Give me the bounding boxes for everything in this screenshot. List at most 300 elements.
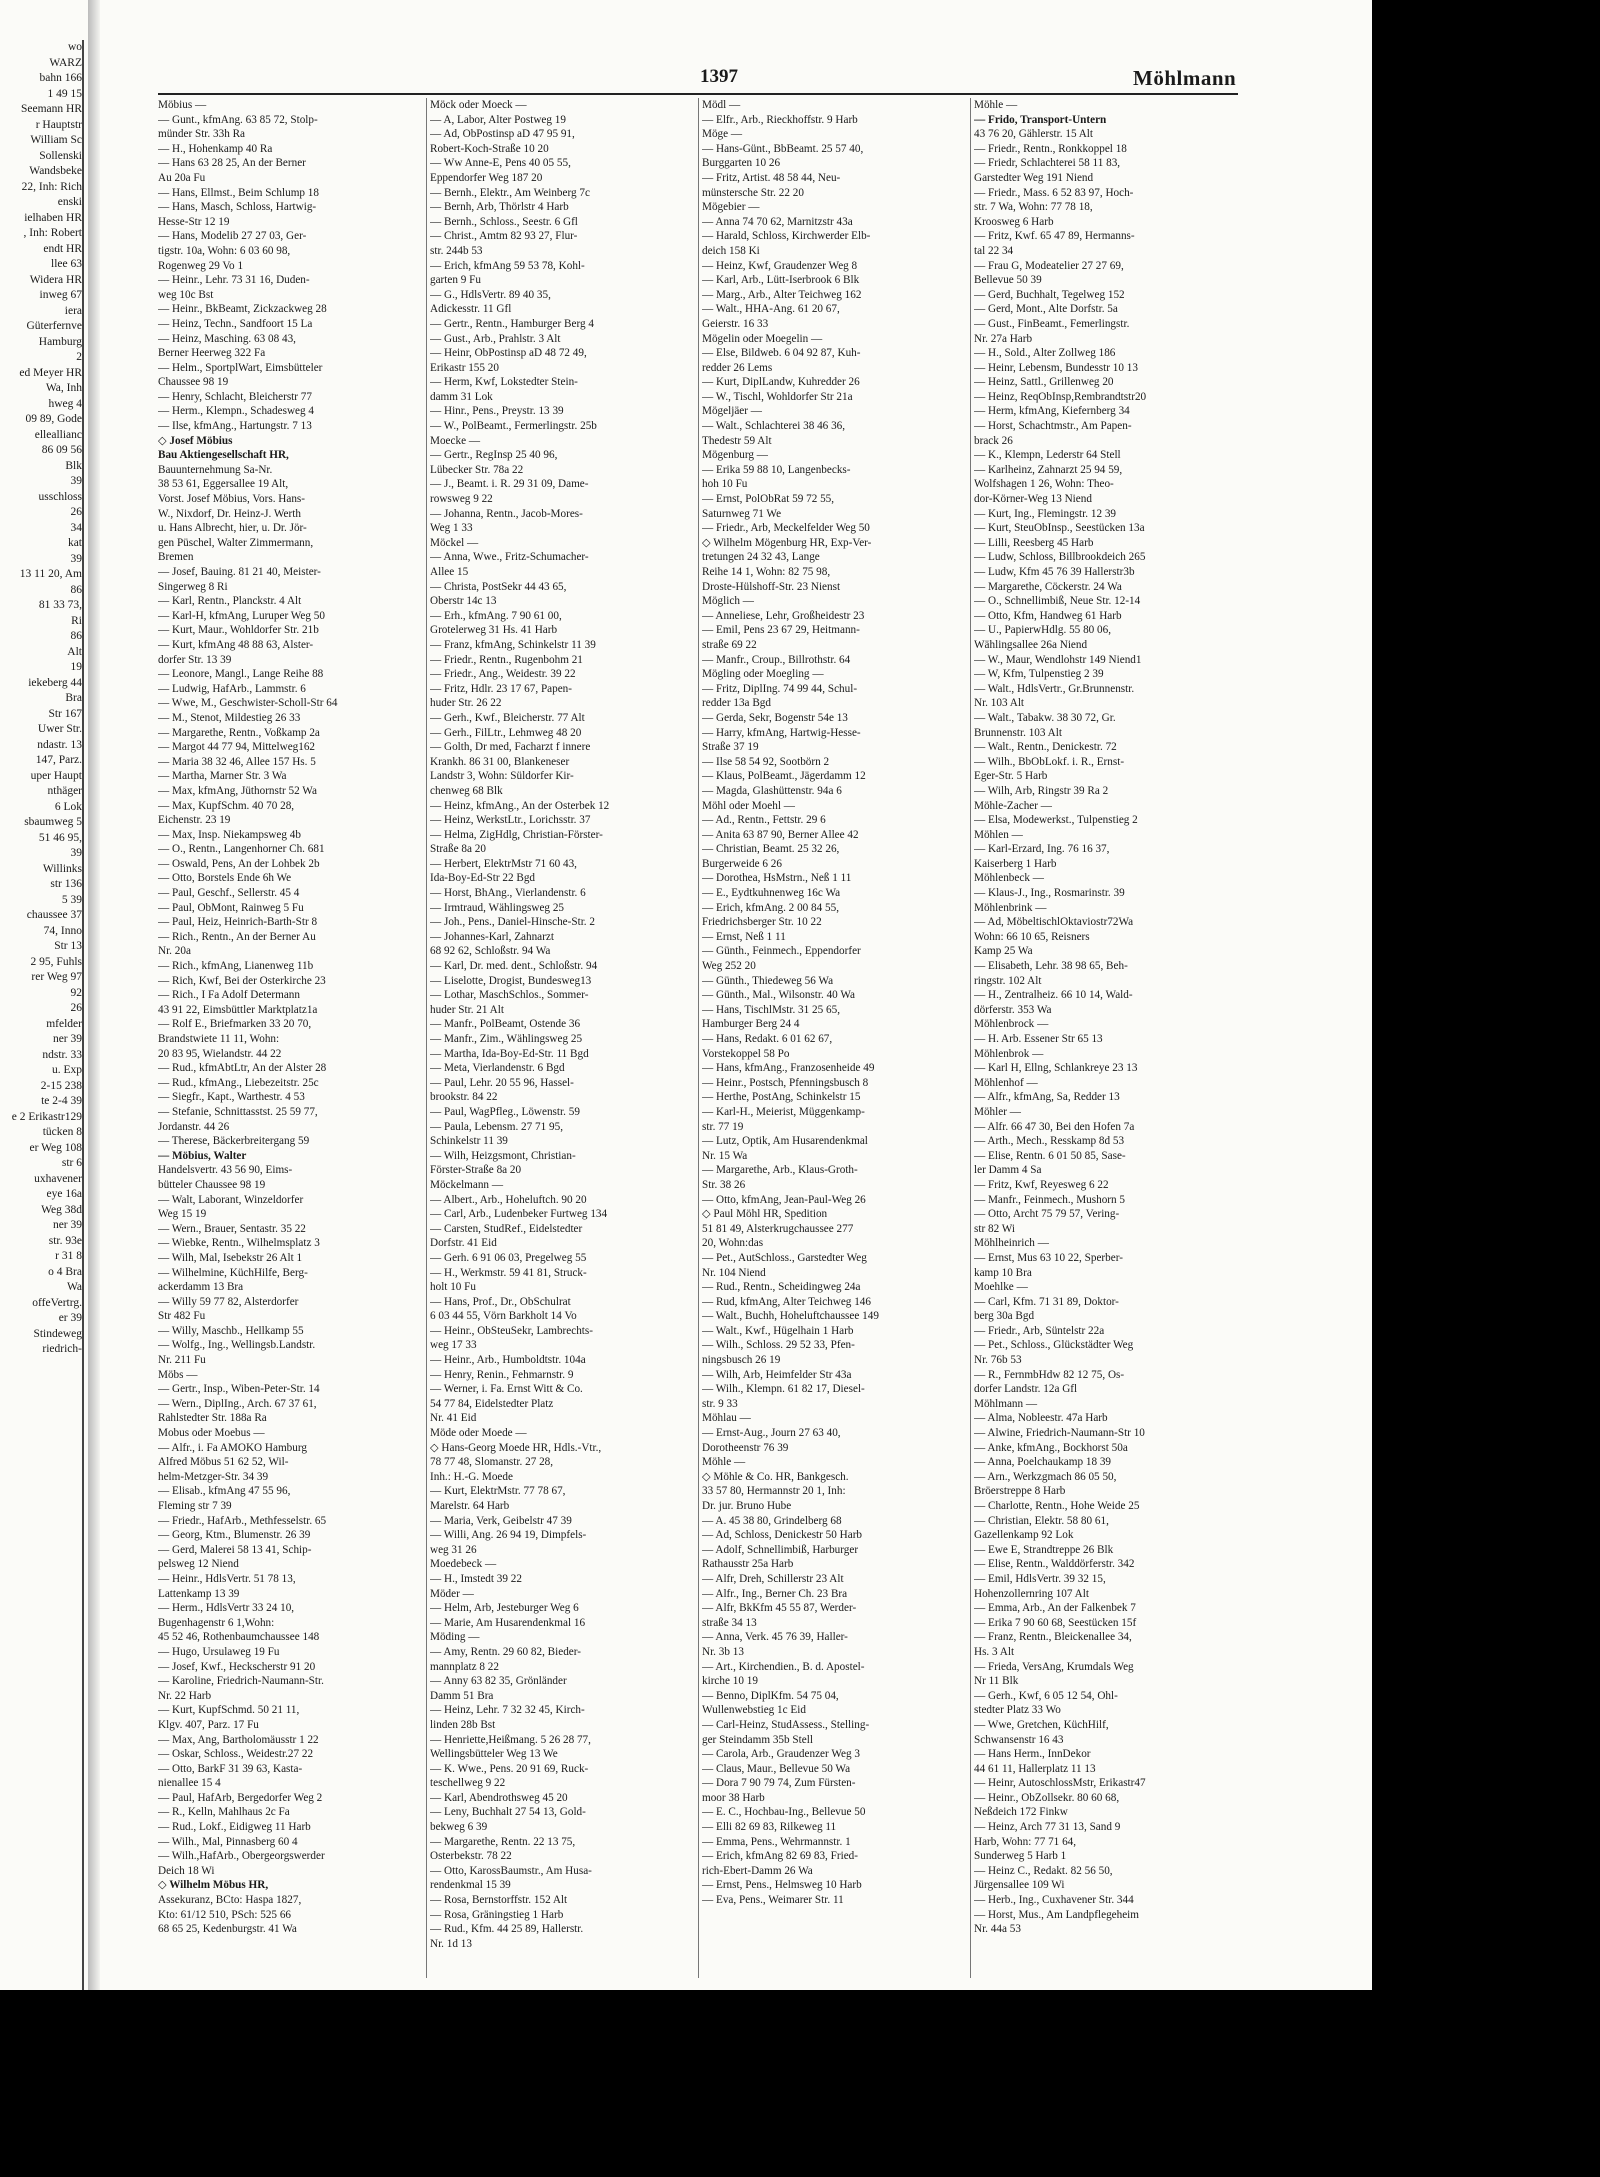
directory-line: — Frieda, VersAng, Krumdals Weg xyxy=(974,1660,1134,1673)
directory-line: — H., Imstedt 39 22 xyxy=(430,1572,522,1585)
directory-line: — Ad, Schloss, Denickestr 50 Harb xyxy=(702,1529,863,1542)
directory-line: weg 17 33 xyxy=(430,1339,477,1352)
column-divider xyxy=(426,98,427,1978)
directory-line: — Rud., kfmAng., Liebezeitstr. 25c xyxy=(158,1076,319,1089)
directory-line: — Ad, ObPostinsp aD 47 95 91, xyxy=(430,128,575,141)
directory-line: — H., Sold., Alter Zollweg 186 xyxy=(974,347,1116,360)
directory-line: rich-Ebert-Damm 26 Wa xyxy=(702,1864,813,1877)
directory-line: — Heinr, ObPostinsp aD 48 72 49, xyxy=(430,347,587,360)
directory-line: Lattenkamp 13 39 xyxy=(158,1587,240,1600)
directory-line: Möbs — xyxy=(158,1368,198,1381)
directory-line: — Paul, HafArb, Bergedorfer Weg 2 xyxy=(158,1791,323,1804)
directory-line: — Otto, kfmAng, Jean-Paul-Weg 26 xyxy=(702,1193,866,1206)
directory-line: — Hugo, Ursulaweg 19 Fu xyxy=(158,1645,280,1658)
directory-line: Jordanstr. 44 26 xyxy=(158,1120,230,1133)
directory-line: — Herb., Ing., Cuxhavener Str. 344 xyxy=(974,1894,1134,1907)
directory-line: bekweg 6 39 xyxy=(430,1821,488,1834)
directory-line: — Elisab., kfmAng 47 55 96, xyxy=(158,1485,291,1498)
directory-line: Bugenhagenstr 6 1,Wohn: xyxy=(158,1616,275,1629)
directory-line: Garstedter Weg 191 Niend xyxy=(974,171,1094,184)
directory-line: dor-Körner-Weg 13 Niend xyxy=(974,493,1092,506)
directory-line: — Herm., HdlsVertr 33 24 10, xyxy=(158,1602,295,1615)
directory-line: — Rud., Lokf., Eidigweg 11 Harb xyxy=(158,1821,311,1834)
directory-line: — Kurt, kfmAng 48 88 63, Alster- xyxy=(158,638,314,651)
directory-line: — Friedr., Ang., Weidestr. 39 22 xyxy=(430,668,576,681)
directory-line: — Paul, ObMont, Rainweg 5 Fu xyxy=(158,901,304,914)
directory-line: — Gerd, Buchhalt, Tegelweg 152 xyxy=(974,288,1125,301)
directory-line: — Joh., Pens., Daniel-Hinsche-Str. 2 xyxy=(430,916,595,929)
directory-line: Schinkelstr 11 39 xyxy=(430,1135,508,1148)
directory-line: — Paul, Geschf., Sellerstr. 45 4 xyxy=(158,887,300,900)
directory-line: — Rich., kfmAng, Lianenweg 11b xyxy=(158,960,314,973)
previous-page-fragment: iekeberg 44 xyxy=(28,676,82,689)
directory-line: — Rolf E., Briefmarken 33 20 70, xyxy=(158,1018,312,1031)
directory-line: Nr. 15 Wa xyxy=(702,1149,748,1162)
directory-line: — Heinr., Lehr. 73 31 16, Duden- xyxy=(158,274,310,287)
directory-line: Lübecker Str. 78a 22 xyxy=(430,463,524,476)
previous-page-fragment: o 4 Bra xyxy=(48,1265,82,1278)
previous-page-fragment: nthäger xyxy=(47,785,82,797)
directory-line: — Dorothea, HsMstrn., Neß 1 11 xyxy=(702,872,852,885)
directory-line: Adickesstr. 11 Gfl xyxy=(430,303,512,316)
directory-line: — M., Stenot, Mildestieg 26 33 xyxy=(158,711,301,724)
directory-line: — Friedr., Rentn., Rugenbohm 21 xyxy=(430,653,583,666)
directory-line: Hs. 3 Alt xyxy=(974,1645,1015,1658)
directory-line: — Gertr., Rentn., Hamburger Berg 4 xyxy=(430,317,594,330)
previous-page-fragment: rer Weg 97 xyxy=(31,971,82,983)
directory-line: Str 482 Fu xyxy=(158,1310,206,1323)
directory-line: — Fritz, Kwf. 65 47 89, Hermanns- xyxy=(974,230,1135,243)
directory-line: Nr. 104 Niend xyxy=(702,1266,766,1279)
directory-line: — Wilh., Mal, Pinnasberg 60 4 xyxy=(158,1835,298,1848)
directory-line: hoh 10 Fu xyxy=(702,478,748,491)
directory-line: — Christa, PostSekr 44 43 65, xyxy=(430,580,567,593)
directory-line: — Anna, Wwe., Fritz-Schumacher- xyxy=(430,551,589,564)
directory-line: — Heinz, Lehr. 7 32 32 45, Kirch- xyxy=(430,1704,585,1717)
directory-line: 54 77 84, Eidelstedter Platz xyxy=(430,1397,554,1410)
previous-page-fragment: 2 95, Fuhls xyxy=(30,955,82,968)
directory-line: — Walt., Rentn., Denickestr. 72 xyxy=(974,741,1117,754)
directory-line: — Walt, Laborant, Winzeldorfer xyxy=(158,1193,304,1206)
column-divider xyxy=(698,98,699,1978)
directory-line: — Friedr., HafArb., Methfesselstr. 65 xyxy=(158,1514,327,1527)
directory-line: Nr. 76b 53 xyxy=(974,1354,1022,1367)
directory-line: — W., PolBeamt., Fermerlingstr. 25b xyxy=(430,420,597,433)
directory-line: — Ww Anne-E, Pens 40 05 55, xyxy=(430,157,571,170)
directory-line: — Wilh., BbObLokf. i. R., Ernst- xyxy=(974,755,1125,768)
directory-line: — Hans, Redakt. 6 01 62 67, xyxy=(702,1033,833,1045)
directory-line: Hohenzollernring 107 Alt xyxy=(974,1587,1089,1600)
directory-line: — Ewe E, Strandtreppe 26 Blk xyxy=(974,1543,1114,1556)
directory-line: Möhl oder Moehl — xyxy=(702,799,795,812)
directory-line: Möhlau — xyxy=(702,1412,751,1425)
directory-line: Möglich — xyxy=(702,595,754,608)
scanner-border-bottom xyxy=(0,1990,1600,2177)
directory-line: Oberstr 14c 13 xyxy=(430,595,497,608)
directory-line: Geierstr. 16 33 xyxy=(702,317,769,330)
directory-line: Möhlheinrich — xyxy=(974,1237,1049,1250)
directory-line: — Bernh, Arb, Thörlstr 4 Harb xyxy=(430,201,569,214)
directory-line: — Christian, Beamt. 25 32 26, xyxy=(702,843,840,856)
directory-line: — Willy 59 77 82, Alsterdorfer xyxy=(158,1295,299,1308)
directory-line: — Walt., Buchh, Hoheluftchaussee 149 xyxy=(702,1310,879,1323)
directory-line: — Wilh.,HafArb., Obergeorgswerder xyxy=(158,1850,325,1863)
directory-line: — Hans, Ellmst., Beim Schlump 18 xyxy=(158,186,319,199)
directory-line: str. 244b 53 xyxy=(430,244,483,257)
previous-page-fragment: ielhaben HR xyxy=(24,211,82,224)
directory-line: — Georg, Ktm., Blumenstr. 26 39 xyxy=(158,1529,311,1542)
directory-line: — Möbius, Walter xyxy=(158,1149,247,1162)
directory-line: Inh.: H.-G. Moede xyxy=(430,1470,513,1483)
directory-line: Möhlenbrink — xyxy=(974,901,1047,914)
directory-line: — Otto, Archt 75 79 57, Vering- xyxy=(974,1208,1120,1221)
directory-line: — Josef, Bauing. 81 21 40, Meister- xyxy=(158,566,321,578)
directory-line: — Leonore, Mangl., Lange Reihe 88 xyxy=(158,668,324,681)
directory-line: — Hans Herm., InnDekor xyxy=(974,1748,1091,1761)
directory-line: — W, Kfm, Tulpenstieg 2 39 xyxy=(974,668,1104,681)
directory-line: — Ludw, Schloss, Billbrookdeich 265 xyxy=(974,551,1146,564)
directory-line: — Christian, Elektr. 58 80 61, xyxy=(974,1514,1109,1527)
directory-line: Nr. 27a Harb xyxy=(974,332,1033,345)
directory-line: — Lutz, Optik, Am Husarendenkmal xyxy=(702,1135,868,1148)
directory-line: Straße 37 19 xyxy=(702,741,759,754)
directory-line: — Wolfg., Ing., Wellingsb.Landstr. xyxy=(158,1339,316,1352)
directory-line: redder 13a Bgd xyxy=(702,697,771,710)
directory-line: — Hans, kfmAng., Franzosenheide 49 xyxy=(702,1062,875,1075)
previous-page-fragment: 86 09 56 xyxy=(41,444,82,456)
directory-line: — Maria 38 32 46, Allee 157 Hs. 5 xyxy=(158,755,316,768)
directory-line: — Carola, Arb., Graudenzer Weg 3 xyxy=(702,1748,860,1761)
previous-page-fragment: Blk xyxy=(65,459,82,472)
previous-page-fragment: enski xyxy=(57,196,82,208)
directory-line: — Paul, Lehr. 20 55 96, Hassel- xyxy=(430,1076,574,1089)
directory-line: — Bernh., Schloss., Seestr. 6 Gfl xyxy=(430,215,578,228)
previous-page-fragment: Ri xyxy=(71,614,82,627)
directory-line: Grotelerweg 31 Hs. 41 Harb xyxy=(430,624,558,637)
directory-line: — Heinr, AutoschlossMstr, Erikastr47 xyxy=(974,1777,1146,1790)
directory-line: moor 38 Harb xyxy=(702,1791,765,1804)
directory-line: 43 76 20, Gählerstr. 15 Alt xyxy=(974,128,1094,141)
directory-line: — A, Labor, Alter Postweg 19 xyxy=(430,113,566,126)
directory-line: — Gerd, Malerei 58 13 41, Schip- xyxy=(158,1543,312,1556)
directory-line: — Maria, Verk, Geibelstr 47 39 xyxy=(430,1514,572,1527)
directory-line: — Margarethe, Rentn. 22 13 75, xyxy=(430,1835,576,1848)
directory-line: Möhle-Zacher — xyxy=(974,799,1052,812)
directory-line: — Willy, Maschb., Hellkamp 55 xyxy=(158,1324,304,1337)
directory-line: str. 77 19 xyxy=(702,1120,744,1133)
directory-line: — Bernh., Elektr., Am Weinberg 7c xyxy=(430,186,590,199)
directory-line: 44 61 11, Hallerplatz 11 13 xyxy=(974,1762,1096,1775)
directory-line: — Fritz, Artist. 48 58 44, Neu- xyxy=(702,171,841,184)
previous-page-fragment: 5 39 xyxy=(61,893,82,906)
directory-line: — Else, Bildweb. 6 04 92 87, Kuh- xyxy=(702,347,861,360)
previous-page-fragment: uxhavener xyxy=(34,1172,82,1185)
directory-line: Weg 1 33 xyxy=(430,522,473,535)
directory-line: Vorstekoppel 58 Po xyxy=(702,1047,790,1060)
directory-line: W., Nixdorf, Dr. Heinz-J. Werth xyxy=(158,507,301,520)
directory-line: u. Hans Albrecht, hier, u. Dr. Jör- xyxy=(158,522,307,535)
directory-line: — Rud., kfmAbtLtr, An der Alster 28 xyxy=(158,1062,327,1075)
directory-line: — Anneliese, Lehr, Großheidestr 23 xyxy=(702,609,865,622)
directory-line: holt 10 Fu xyxy=(430,1281,477,1294)
directory-line: — A. 45 38 80, Grindelberg 68 xyxy=(702,1514,842,1527)
previous-page-fragment: str. 93e xyxy=(48,1234,82,1247)
directory-line: — O., Rentn., Langenhorner Ch. 681 xyxy=(158,843,325,856)
directory-line: — Wwe, Gretchen, KüchHilf, xyxy=(974,1718,1109,1731)
directory-line: redder 26 Lems xyxy=(702,361,773,374)
directory-line: — Meta, Vierlandenstr. 6 Bgd xyxy=(430,1062,565,1075)
previous-page-fragment: William Sc xyxy=(30,134,82,146)
previous-page-fragment: uper Haupt xyxy=(30,769,82,782)
previous-page-fragment: 26 xyxy=(70,1002,82,1014)
directory-line: 51 81 49, Alsterkrugchaussee 277 xyxy=(702,1222,854,1235)
directory-line: ringstr. 102 Alt xyxy=(974,974,1042,987)
directory-line: — Horst, Schachtmstr., Am Papen- xyxy=(974,420,1132,433)
directory-line: — Heinr, Lebensm, Bundesstr 10 13 xyxy=(974,361,1138,374)
directory-line: Chaussee 98 19 xyxy=(158,376,229,389)
directory-line: — Gerd, Mont., Alte Dorfstr. 5a xyxy=(974,303,1118,316)
previous-page-fragment: ner 39 xyxy=(52,1219,82,1231)
directory-line: garten 9 Fu xyxy=(430,274,481,287)
previous-page-fragment: Weg 38d xyxy=(41,1203,82,1216)
previous-page-fragment: 6 Lok xyxy=(54,800,82,813)
previous-page-fragment: Str 13 xyxy=(54,940,82,952)
directory-line: — Eva, Pens., Weimarer Str. 11 xyxy=(702,1894,844,1907)
directory-line: ◇ Möhle & Co. HR, Bankgesch. xyxy=(702,1470,849,1483)
directory-line: — Erika 7 90 60 68, Seestücken 15f xyxy=(974,1616,1137,1629)
previous-page-fragment: 39 xyxy=(70,847,82,859)
directory-line: — Erika 59 88 10, Langenbecks- xyxy=(702,463,851,476)
directory-line: — Max, KupfSchm. 40 70 28, xyxy=(158,799,295,812)
previous-page-fragment: Alt xyxy=(67,645,82,658)
directory-line: — Max, Ang, Bartholomäusstr 1 22 xyxy=(158,1733,319,1746)
directory-line: — Günth., Mal., Wilsonstr. 40 Wa xyxy=(702,989,855,1002)
directory-line: Nr. 20a xyxy=(158,945,191,958)
directory-line: Mögelin oder Moegelin — xyxy=(702,332,823,345)
directory-line: — Hans, TischlMstr. 31 25 65, xyxy=(702,1003,841,1016)
directory-line: — Elfr., Arb., Rieckhoffstr. 9 Harb xyxy=(702,113,858,126)
directory-line: Förster-Straße 8a 20 xyxy=(430,1164,522,1177)
directory-line: Möhler — xyxy=(974,1105,1021,1118)
directory-line: — Heinr., Arb., Humboldtstr. 104a xyxy=(430,1354,586,1367)
directory-line: Möbius — xyxy=(158,99,207,111)
directory-line: — Elsa, Modewerkst., Tulpenstieg 2 xyxy=(974,814,1138,827)
directory-line: — Marie, Am Husarendenkmal 16 xyxy=(430,1616,586,1629)
directory-line: Kamp 25 Wa xyxy=(974,945,1033,958)
directory-line: — Friedr., Mass. 6 52 83 97, Hoch- xyxy=(974,186,1134,199)
directory-line: 38 53 61, Eggersallee 19 Alt, xyxy=(158,478,289,491)
directory-line: 45 52 46, Rothenbaumchaussee 148 xyxy=(158,1631,320,1644)
directory-line: Kaiserberg 1 Harb xyxy=(974,857,1057,870)
directory-line: kamp 10 Bra xyxy=(974,1266,1032,1279)
directory-line: Saturnweg 71 We xyxy=(702,507,782,520)
previous-page-fragment: eye 16a xyxy=(46,1188,82,1200)
directory-line: — Willi, Ang. 26 94 19, Dimpfels- xyxy=(430,1529,587,1542)
previous-page-fragment: Sollenski xyxy=(39,149,82,162)
directory-line: — Lilli, Reesberg 45 Harb xyxy=(974,536,1094,549)
directory-line: — Ernst, Neß 1 11 xyxy=(702,930,786,943)
directory-line: — Wilh, Arb, Heimfelder Str 43a xyxy=(702,1368,852,1381)
directory-line: — Karl-H., Meierist, Müggenkamp- xyxy=(702,1105,865,1118)
previous-page-fragment: Widera HR xyxy=(29,273,82,286)
previous-page-fragment: kat xyxy=(67,537,82,549)
directory-line: straße 34 13 xyxy=(702,1616,757,1629)
directory-line: — Friedr, Schlachterei 58 11 83, xyxy=(974,157,1121,170)
directory-line: — Ludw, Kfm 45 76 39 Hallerstr3b xyxy=(974,566,1135,578)
directory-line: — Gunt., kfmAng. 63 85 72, Stolp- xyxy=(158,113,318,126)
directory-line: Möhlenbrock — xyxy=(974,1018,1049,1031)
directory-line: — Ernst, Pens., Helmsweg 10 Harb xyxy=(702,1879,862,1892)
directory-line: — Hans, Prof., Dr., ObSchulrat xyxy=(430,1295,571,1308)
book-gutter xyxy=(88,0,100,1990)
directory-line: ◇ Hans-Georg Moede HR, Hdls.-Vtr., xyxy=(430,1441,602,1454)
directory-line: — Karl-H, kfmAng, Luruper Weg 50 xyxy=(158,609,325,622)
directory-line: — Henriette,Heißmang. 5 26 28 77, xyxy=(430,1733,591,1746)
directory-line: münder Str. 33h Ra xyxy=(158,128,246,141)
directory-line: bütteler Chaussee 98 19 xyxy=(158,1178,266,1191)
directory-line: — Hans-Günt., BbBeamt. 25 57 40, xyxy=(702,142,864,155)
directory-line: — Walt., Kwf., Hügelhain 1 Harb xyxy=(702,1324,854,1337)
directory-line: — Fritz, DiplIng. 74 99 44, Schul- xyxy=(702,682,858,695)
directory-line: — Anna, Verk. 45 76 39, Haller- xyxy=(702,1631,848,1644)
directory-line: — Gust., Arb., Prahlstr. 3 Alt xyxy=(430,332,561,345)
directory-line: — Irmtraud, Wählingsweg 25 xyxy=(430,901,565,914)
previous-page-fragment: er 39 xyxy=(58,1312,82,1324)
directory-line: — Wwe, M., Geschwister-Scholl-Str 64 xyxy=(158,697,338,710)
directory-line: — Rud., Rentn., Scheidingweg 24a xyxy=(702,1281,861,1294)
directory-line: — J., Beamt. i. R. 29 31 09, Dame- xyxy=(430,478,589,491)
directory-line: — Rud, kfmAng, Alter Teichweg 146 xyxy=(702,1295,871,1308)
catchword: Möhlmann xyxy=(1133,66,1237,90)
directory-line: — Erich, kfmAng 82 69 83, Fried- xyxy=(702,1850,858,1863)
previous-page-fragment: elleallianc xyxy=(34,428,82,441)
directory-line: — Otto, Borstels Ende 6h We xyxy=(158,872,292,885)
directory-line: Weg 15 19 xyxy=(158,1208,207,1221)
directory-line: Au 20a Fu xyxy=(158,171,206,184)
directory-line: Moecke — xyxy=(430,434,481,447)
directory-line: — O., Schnellimbiß, Neue Str. 12-14 xyxy=(974,595,1141,608)
directory-line: — Frau G, Modeatelier 27 27 69, xyxy=(974,259,1124,272)
directory-line: — Margarethe, Arb., Klaus-Groth- xyxy=(702,1164,858,1177)
directory-line: Wohn: 66 10 65, Reisners xyxy=(974,930,1090,943)
directory-line: 68 92 62, Schloßstr. 94 Wa xyxy=(430,945,551,958)
directory-line: straße 69 22 xyxy=(702,638,757,651)
directory-line: — Gertr., Insp., Wiben-Peter-Str. 14 xyxy=(158,1383,320,1396)
directory-line: — R., Kelln, Mahlhaus 2c Fa xyxy=(158,1806,290,1819)
previous-page-fragment: Stindeweg xyxy=(33,1327,82,1340)
directory-line: Handelsvertr. 43 56 90, Eims- xyxy=(158,1164,293,1177)
directory-line: — Alwine, Friedrich-Naumann-Str 10 xyxy=(974,1427,1145,1440)
previous-page-fragment: chaussee 37 xyxy=(26,909,82,921)
directory-line: Moedebeck — xyxy=(430,1558,497,1571)
directory-line: — Heinz, Kwf, Graudenzer Weg 8 xyxy=(702,259,858,272)
directory-line: — Art., Kirchendien., B. d. Apostel- xyxy=(702,1660,865,1673)
directory-line: rowsweg 9 22 xyxy=(430,493,493,506)
directory-line: — Otto, BarkF 31 39 63, Kasta- xyxy=(158,1762,303,1775)
directory-line: Möck oder Moeck — xyxy=(430,99,527,111)
directory-line: — Walt., Tabakw. 38 30 72, Gr. xyxy=(974,711,1116,724)
directory-line: — Wilhelmine, KüchHilfe, Berg- xyxy=(158,1266,308,1279)
previous-page-fragment: 147, Parz. xyxy=(35,754,82,766)
directory-line: Nr. 3b 13 xyxy=(702,1645,744,1658)
previous-page-fragment: 2 xyxy=(76,351,82,363)
previous-page-fragment: offeVertrg. xyxy=(32,1296,82,1309)
directory-line: — Carsten, StudRef., Eidelstedter xyxy=(430,1222,583,1235)
directory-line: Fleming str 7 39 xyxy=(158,1500,232,1512)
directory-line: — Elli 82 69 83, Rilkeweg 11 xyxy=(702,1821,837,1834)
directory-line: — Heinz, kfmAng., An der Osterbek 12 xyxy=(430,799,610,812)
directory-line: Mödl — xyxy=(702,99,741,111)
directory-line: — Ernst, PolObRat 59 72 55, xyxy=(702,493,835,506)
directory-line: Deich 18 Wi xyxy=(158,1864,215,1877)
directory-line: — Anna 74 70 62, Marnitzstr 43a xyxy=(702,215,853,228)
directory-line: — Fritz, Kwf, Reyesweg 6 22 xyxy=(974,1178,1109,1191)
directory-line: — Herm., Klempn., Schadesweg 4 xyxy=(158,405,314,418)
directory-line: — Kurt, KupfSchmd. 50 21 11, xyxy=(158,1704,300,1717)
directory-line: — H., Hohenkamp 40 Ra xyxy=(158,142,273,155)
directory-line: tretungen 24 32 43, Lange xyxy=(702,551,820,564)
directory-line: nienallee 15 4 xyxy=(158,1777,221,1790)
directory-line: Bellevue 50 39 xyxy=(974,274,1042,287)
directory-line: deich 158 Ki xyxy=(702,244,760,257)
directory-line: Rogenweg 29 Vo 1 xyxy=(158,259,244,272)
directory-line: Burgerweide 6 26 xyxy=(702,857,782,870)
directory-line: Hamburger Berg 24 4 xyxy=(702,1018,800,1031)
directory-line: Alfred Möbus 51 62 52, Wil- xyxy=(158,1456,289,1469)
directory-line: — Kurt, Ing., Flemingstr. 12 39 xyxy=(974,507,1117,520)
directory-line: Möhlen — xyxy=(974,828,1023,841)
previous-page-fragment: Hamburg xyxy=(38,335,82,348)
directory-line: — E. C., Hochbau-Ing., Bellevue 50 xyxy=(702,1806,866,1819)
directory-line: — Emil, Pens 23 67 29, Heitmann- xyxy=(702,624,860,637)
directory-line: — Walt., HdlsVertr., Gr.Brunnenstr. xyxy=(974,682,1135,695)
directory-line: — Karoline, Friedrich-Naumann-Str. xyxy=(158,1675,324,1688)
directory-line: — Karl H, Ellng, Schlankreye 23 13 xyxy=(974,1062,1138,1075)
directory-line: — U., PapierwHdlg. 55 80 06, xyxy=(974,624,1112,637)
column-4 xyxy=(974,98,1246,1978)
previous-page-fragment: Seemann HR xyxy=(20,103,82,115)
previous-page-fragment: 86 xyxy=(70,583,82,596)
directory-line: Straße 8a 20 xyxy=(430,843,486,856)
directory-line: — Henry, Schlacht, Bleicherstr 77 xyxy=(158,390,312,403)
directory-line: Harb, Wohn: 77 71 64, xyxy=(974,1835,1077,1848)
directory-line: — Gerh. 6 91 06 03, Pregelweg 55 xyxy=(430,1251,587,1264)
directory-line: weg 10c Bst xyxy=(158,288,214,301)
directory-line: — Helm., SportplWart, Eimsbütteler xyxy=(158,361,323,374)
directory-line: — Elise, Rentn., Walddörferstr. 342 xyxy=(974,1558,1135,1571)
directory-line: — Herthe, PostAng, Schinkelstr 15 xyxy=(702,1091,861,1104)
directory-line: — Helma, ZigHdlg, Christian-Förster- xyxy=(430,828,603,841)
directory-line: — Manfr., Feinmech., Mushorn 5 xyxy=(974,1193,1126,1206)
directory-line: — Anna, Poelchaukamp 18 39 xyxy=(974,1456,1112,1469)
previous-page-fragment: ndastr. 13 xyxy=(37,738,82,751)
directory-line: — Pet., AutSchloss., Garstedter Weg xyxy=(702,1251,867,1264)
previous-page-fragment: hweg 4 xyxy=(48,397,82,410)
directory-line: — Emil, HdlsVertr. 39 32 15, xyxy=(974,1572,1106,1585)
directory-line: — Elisabeth, Lehr. 38 98 65, Beh- xyxy=(974,960,1128,973)
directory-line: str. 9 33 xyxy=(702,1397,738,1410)
directory-line: huder Str. 21 Alt xyxy=(430,1003,504,1016)
directory-line: Eger-Str. 5 Harb xyxy=(974,770,1048,783)
directory-line: teschellweg 9 22 xyxy=(430,1777,506,1790)
directory-line: — Gerh., Kwf., Bleicherstr. 77 Alt xyxy=(430,711,585,724)
directory-line: 6 03 44 55, Vörn Barkholt 14 Vo xyxy=(430,1310,577,1323)
directory-line: — Dora 7 90 79 74, Zum Fürsten- xyxy=(702,1777,856,1790)
directory-line: — Manfr., PolBeamt, Ostende 36 xyxy=(430,1018,581,1031)
directory-line: — Siegfr., Kapt., Warthestr. 4 53 xyxy=(158,1091,305,1104)
directory-line: Burggarten 10 26 xyxy=(702,157,781,170)
previous-page-fragment: Uwer Str. xyxy=(37,723,82,735)
